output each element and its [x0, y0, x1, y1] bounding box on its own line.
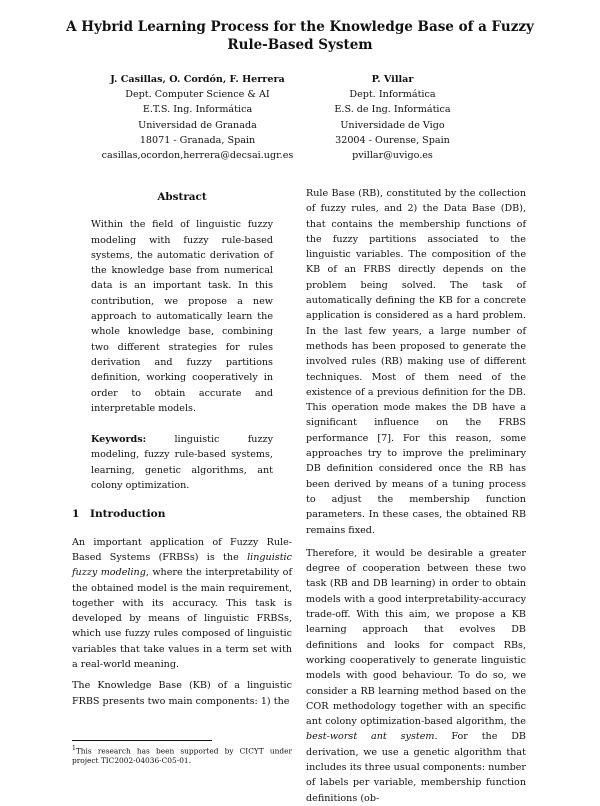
footnote-text: This research has been supported by CICYT under project TIC2002-04036-C05-01. [72, 746, 292, 766]
author-block-granada [90, 72, 305, 163]
body-paragraph-1: Rule Base (RB), constituted by the collection of fuzzy rules, and 2) the Data Base (DB), that contains the membership functions of the fuzzy partitions associated to the linguistic variables. The composition of the KB of an FRBS directly depends on the problem being solved. The task of automatically defining the KB for a concrete application is considered as a hard problem. In the last few years, a large number of methods has been proposed to generate the involved rules (RB) making use of different techniques. Most of them need of the existence of a previous definition for the DB. This operation mode makes the DB have a significant influence on the FRBS performance [7]. For this reason, some approaches try to improve the preliminary DB definition considered once the RB has been derived by means of a tuning process to adjust the membership function parameters. In these cases, the obtained RB remains fixed. [306, 188, 526, 536]
keywords-label: Keywords: [91, 434, 147, 446]
author-city: 32004 - Ourense, Spain [335, 134, 450, 146]
section-title: Introduction [90, 508, 166, 521]
intro-text: , where the interpretability of the obtained model is the main requirement, together with its accuracy. This task is developed by means of linguistic FRBSs, which use fuzzy rules composed of linguistic variables that take values in a term set with a real-world meaning. [72, 567, 292, 671]
author-dept: Dept. Computer Science & AI [125, 89, 270, 101]
author-names: J. Casillas, O. Cordón, F. Herrera [110, 74, 285, 85]
intro-emphasis: linguistic fuzzy modeling [72, 551, 292, 579]
author-email: pvillar@uvigo.es [352, 150, 433, 162]
paper-title [40, 18, 560, 54]
author-names: P. Villar [371, 74, 414, 85]
keywords-paragraph [72, 432, 292, 493]
intro-paragraph-2: The Knowledge Base (KB) of a linguistic FRBS presents two main components: 1) the [72, 680, 292, 707]
intro-paragraph-1 [72, 535, 292, 673]
section-number: 1 [72, 508, 80, 521]
title-line-1: A Hybrid Learning Process for the Knowledge Base of a Fuzzy [66, 19, 534, 35]
author-university: Universidade de Vigo [340, 119, 445, 131]
footnote-rule [72, 740, 212, 741]
body-paragraph-2 [306, 546, 526, 806]
footnote [72, 744, 292, 766]
body-emphasis: best-worst ant system [306, 731, 435, 743]
author-school: E.T.S. Ing. Informática [142, 104, 253, 116]
title-line-2: Rule-Based System [227, 37, 373, 53]
abstract-heading: Abstract [157, 191, 207, 203]
author-city: 18071 - Granada, Spain [139, 134, 256, 146]
section-heading-introduction [72, 507, 292, 522]
author-block-vigo [320, 72, 465, 163]
left-column [72, 186, 292, 709]
author-dept: Dept. Informática [349, 89, 436, 101]
author-university: Universidad de Granada [138, 119, 257, 131]
intro-text: An important application of Fuzzy Rule-Based Systems (FRBSs) is the [72, 536, 292, 563]
keywords-text: linguistic fuzzy modeling, fuzzy rule-based systems, learning, genetic algorithms, ant colony optimization. [91, 434, 273, 492]
abstract-text: Within the field of linguistic fuzzy modeling with fuzzy rule-based systems, the automatic derivation of the knowledge base from numerical data is an important task. In this contribution, we propose a new approach to automatically learn the whole knowledge base, combining two different strategies for rules derivation and fuzzy partitions definition, working cooperatively in order to obtain accurate and interpretable models. [91, 219, 273, 414]
body-text: . For the DB derivation, we use a genetic algorithm that includes its three usual components: number of labels per variable, membership function definitions (ob- [306, 731, 526, 804]
author-email: casillas,ocordon,herrera@decsai.ugr.es [101, 150, 294, 162]
body-text: Therefore, it would be desirable a greater degree of cooperation between these two task (RB and DB learning) in order to obtain models with a good interpretability-accuracy trade-off. With this aim, we propose a KB learning approach that evolves DB definitions and looks for compact RBs, working cooperatively to generate linguistic models with good behaviour. To do so, we consider a RB learning method based on the COR methodology together with an specific ant colony optimization-based algorithm, the [306, 547, 526, 728]
author-school: E.S. de Ing. Informática [334, 104, 451, 116]
footnote-mark: 1 [72, 745, 76, 752]
right-column [306, 186, 526, 806]
